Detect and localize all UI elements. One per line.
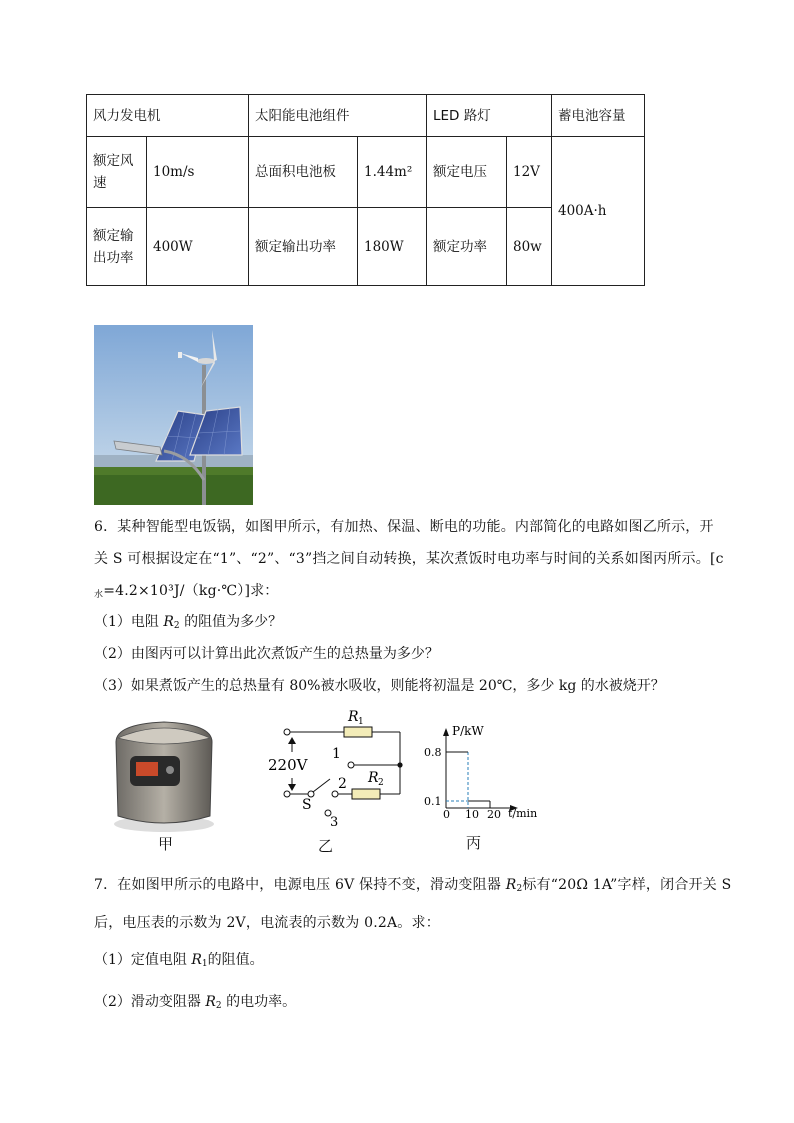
q6-line3 xyxy=(94,580,279,600)
q7-line1-sub: 2 xyxy=(516,884,523,894)
chart-y-arrow xyxy=(443,728,449,736)
voltage-label: 220V xyxy=(268,756,308,774)
solar-area-value: 1.44m² xyxy=(358,137,427,208)
q6-sub1-var: R xyxy=(163,614,174,630)
led-power-label: 额定功率 xyxy=(427,208,507,286)
q7-sub2-sub: 2 xyxy=(215,1001,222,1011)
q6-sub1-prefix: （1）电阻 xyxy=(94,614,164,630)
q7-sub1-var: R xyxy=(191,952,202,968)
chart-x-label: t/min xyxy=(508,807,538,820)
solar-area-label: 总面积电池板 xyxy=(249,137,358,208)
x-tick-label: 0 xyxy=(443,808,450,821)
r1-label: R xyxy=(348,709,359,725)
fig-label-bing: 丙 xyxy=(466,834,482,852)
switch-label: S xyxy=(302,797,312,813)
q7-sub1-b: 的阻值。 xyxy=(207,952,264,968)
q7-line1-a: 7．在如图甲所示的电路中，电源电压 6V 保持不变，滑动变阻器 xyxy=(94,877,506,893)
wind-power-label: 额定输出功率 xyxy=(87,208,147,286)
led-power-value: 80w xyxy=(507,208,552,286)
switch-pos1: 1 xyxy=(332,746,341,762)
switch-pos2: 2 xyxy=(338,776,347,792)
q6-water-subscript: 水 xyxy=(94,590,104,600)
fig-label-yi: 乙 xyxy=(318,837,334,855)
y-tick-label: 0.1 xyxy=(424,795,442,808)
q7-sub2-b: 的电功率。 xyxy=(221,994,297,1010)
q7-line1-var: R xyxy=(505,877,517,893)
solar-power-label: 额定输出功率 xyxy=(249,208,358,286)
q7-sub2-a: （2）滑动变阻器 xyxy=(94,994,206,1010)
wind-speed-value: 10m/s xyxy=(147,137,249,208)
header-led: LED 路灯 xyxy=(427,95,552,137)
q6-sub1-subscript: 2 xyxy=(173,621,180,631)
r1-subscript: 1 xyxy=(358,717,364,727)
q6-sub1 xyxy=(94,611,282,631)
q7-line1 xyxy=(94,874,731,894)
x-tick-label: 20 xyxy=(487,808,501,821)
chart-y-label: P/kW xyxy=(452,724,484,738)
switch-pos3: 3 xyxy=(330,815,339,828)
q7-line1-b: 标有“20Ω 1A”字样，闭合开关 S xyxy=(522,877,732,893)
power-time-chart xyxy=(420,720,550,824)
y-tick-label: 0.8 xyxy=(424,746,442,759)
q6-sub2: （2）由图丙可以计算出此次煮饭产生的总热量为多少？ xyxy=(94,646,439,662)
fig-label-jia: 甲 xyxy=(158,835,174,853)
rice-cooker-image xyxy=(108,712,220,834)
q6-line1: 6．某种智能型电饭锅，如图甲所示，有加热、保温、断电的功能。内部简化的电路如图乙所示，开 xyxy=(94,519,714,535)
header-solar: 太阳能电池组件 xyxy=(249,95,427,137)
r2-subscript: 2 xyxy=(378,778,384,788)
q7-line2: 后，电压表的示数为 2V，电流表的示数为 0.2A。求： xyxy=(94,915,440,931)
q7-sub1 xyxy=(94,949,264,969)
r2-label: R xyxy=(368,770,379,786)
circuit-diagram xyxy=(262,706,422,828)
wind-speed-label: 额定风速 xyxy=(87,137,147,208)
q7-sub1-sub: 1 xyxy=(201,959,208,969)
x-tick-label: 10 xyxy=(465,808,479,821)
q6-sub1-suffix: 的阻值为多少？ xyxy=(179,614,283,630)
solar-power-value: 180W xyxy=(358,208,427,286)
header-wind: 风力发电机 xyxy=(87,95,249,137)
led-voltage-value: 12V xyxy=(507,137,552,208)
q6-line2: 关 S 可根据设定在“1”、“2”、“3”挡之间自动转换，某次煮饭时电功率与时间的关系如图丙所示。[c xyxy=(94,551,724,567)
led-voltage-label: 额定电压 xyxy=(427,137,507,208)
wind-power-value: 400W xyxy=(147,208,249,286)
street-light-photo xyxy=(94,325,253,505)
header-battery: 蓄电池容量 xyxy=(552,95,645,137)
q7-sub2-var: R xyxy=(205,994,216,1010)
q6-specific-heat: =4.2×10³J/（kg·℃）]求： xyxy=(103,583,279,599)
q7-sub1-a: （1）定值电阻 xyxy=(94,952,192,968)
spec-table xyxy=(86,94,645,286)
battery-capacity-value: 400A·h xyxy=(552,137,645,286)
q7-sub2 xyxy=(94,991,296,1011)
q6-sub3: （3）如果煮饭产生的总热量有 80%被水吸收，则能将初温是 20℃，多少 kg 的水被烧开？ xyxy=(94,678,665,694)
